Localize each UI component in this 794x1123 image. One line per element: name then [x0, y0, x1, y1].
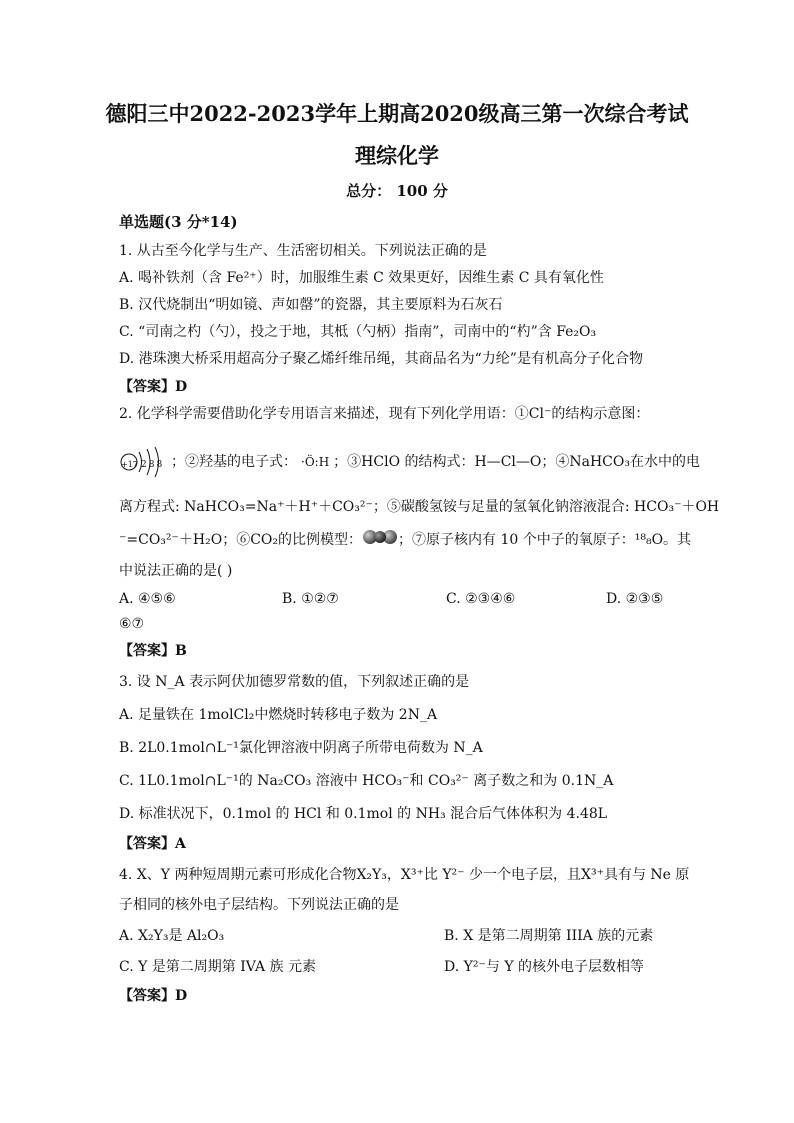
q1-answer: 【答案】D — [119, 379, 188, 395]
q2-answer: 【答案】B — [119, 643, 187, 659]
q2-line-2-part-b: ；③HClO 的结构式：H—Cl—O；④NaHCO₃在水中的电 — [333, 454, 700, 470]
q2-option-d-continued: ⑥⑦ — [119, 616, 145, 632]
q2-line-4-part-b: ；⑦原子核内有 10 个中子的氧原子：¹⁸₈O。其 — [398, 532, 692, 548]
q3-option-d: D. 标准状况下，0.1mol 的 HCl 和 0.1mol 的 NH₃ 混合后气体体积为 4.48L — [119, 806, 608, 822]
q3-option-c: C. 1L0.1mol∩L⁻¹的 Na₂CO₃ 溶液中 HCO₃⁻和 CO₃²⁻ 离子数之和为 0.1N_A — [119, 773, 614, 789]
cl-shell-electrons: 288 — [141, 460, 165, 470]
q2-line-4 — [119, 529, 691, 551]
q2-line-2-part-a: ；②羟基的电子式： — [171, 454, 297, 470]
q2-option-c: C. ②③④⑥ — [446, 591, 516, 607]
q2-line-2 — [119, 446, 700, 478]
co2-space-filling-model-icon — [362, 529, 398, 551]
section-heading: 单选题(3 分*14) — [119, 213, 238, 231]
cl-ion-structure-diagram-icon — [119, 446, 171, 478]
hydroxyl-electron-formula-icon: ·Ö:H — [301, 455, 330, 469]
q1-option-d: D. 港珠澳大桥采用超高分子聚乙烯纤维吊绳，其商品名为“力纶”是有机高分子化合物 — [119, 351, 643, 367]
exam-subject: 理综化学 — [355, 143, 439, 168]
cl-nucleus-label: +17 — [121, 460, 138, 469]
q4-answer: 【答案】D — [119, 988, 188, 1004]
q4-option-d: D. Y²⁻与 Y 的核外电子层数相等 — [444, 959, 645, 975]
q3-stem: 3. 设 N_A 表示阿伏加德罗常数的值，下列叙述正确的是 — [119, 674, 470, 690]
q4-option-b: B. X 是第二周期第 IIIA 族的元素 — [444, 928, 654, 944]
q4-line-2: 子相同的核外电子层结构。下列说法正确的是 — [119, 897, 399, 913]
q2-line-4-part-a: ⁻=CO₃²⁻＋H₂O；⑥CO₂的比例模型： — [119, 532, 363, 548]
q2-line-3: 离方程式: NaHCO₃=Na⁺＋H⁺＋CO₃²⁻；⑤碳酸氢铵与足量的氢氧化钠溶液混合: HCO₃⁻＋OH — [119, 499, 720, 515]
q2-option-b: B. ①②⑦ — [282, 591, 339, 607]
q2-line-5: 中说法正确的是( ) — [119, 563, 233, 579]
exam-title: 德阳三中2022-2023学年上期高2020级高三第一次综合考试 — [105, 101, 689, 126]
q3-answer: 【答案】A — [119, 836, 186, 852]
q2-line-1: 2. 化学科学需要借助化学专用语言来描述，现有下列化学用语：①Cl⁻的结构示意图： — [119, 406, 650, 422]
q1-stem: 1. 从古至今化学与生产、生活密切相关。下列说法正确的是 — [119, 243, 487, 259]
exam-total-score: 总分： 100 分 — [346, 182, 448, 200]
q4-option-c: C. Y 是第二周期第 IVA 族 元素 — [119, 959, 316, 975]
q1-option-a: A. 喝补铁剂（含 Fe²⁺）时，加服维生素 C 效果更好，因维生素 C 具有氧化性 — [119, 270, 604, 286]
q1-option-b: B. 汉代烧制出“明如镜、声如罄”的瓷器，其主要原料为石灰石 — [119, 297, 503, 313]
q2-option-a: A. ④⑤⑥ — [119, 591, 176, 607]
q3-option-a: A. 足量铁在 1molCl₂中燃烧时转移电子数为 2N_A — [119, 707, 438, 723]
q4-line-1: 4. X、Y 两种短周期元素可形成化合物X₂Y₃，X³⁺比 Y²⁻ 少一个电子层，且X³⁺具有与 Ne 原 — [119, 867, 690, 883]
q2-option-d: D. ②③⑤ — [606, 591, 664, 607]
q3-option-b: B. 2L0.1mol∩L⁻¹氯化钾溶液中阴离子所带电荷数为 N_A — [119, 740, 483, 756]
q4-option-a: A. X₂Y₃是 Al₂O₃ — [119, 928, 225, 944]
q1-option-c: C. “司南之杓（勺），投之于地，其柢（勺柄）指南”，司南中的“杓”含 Fe₂O₃ — [119, 324, 597, 340]
